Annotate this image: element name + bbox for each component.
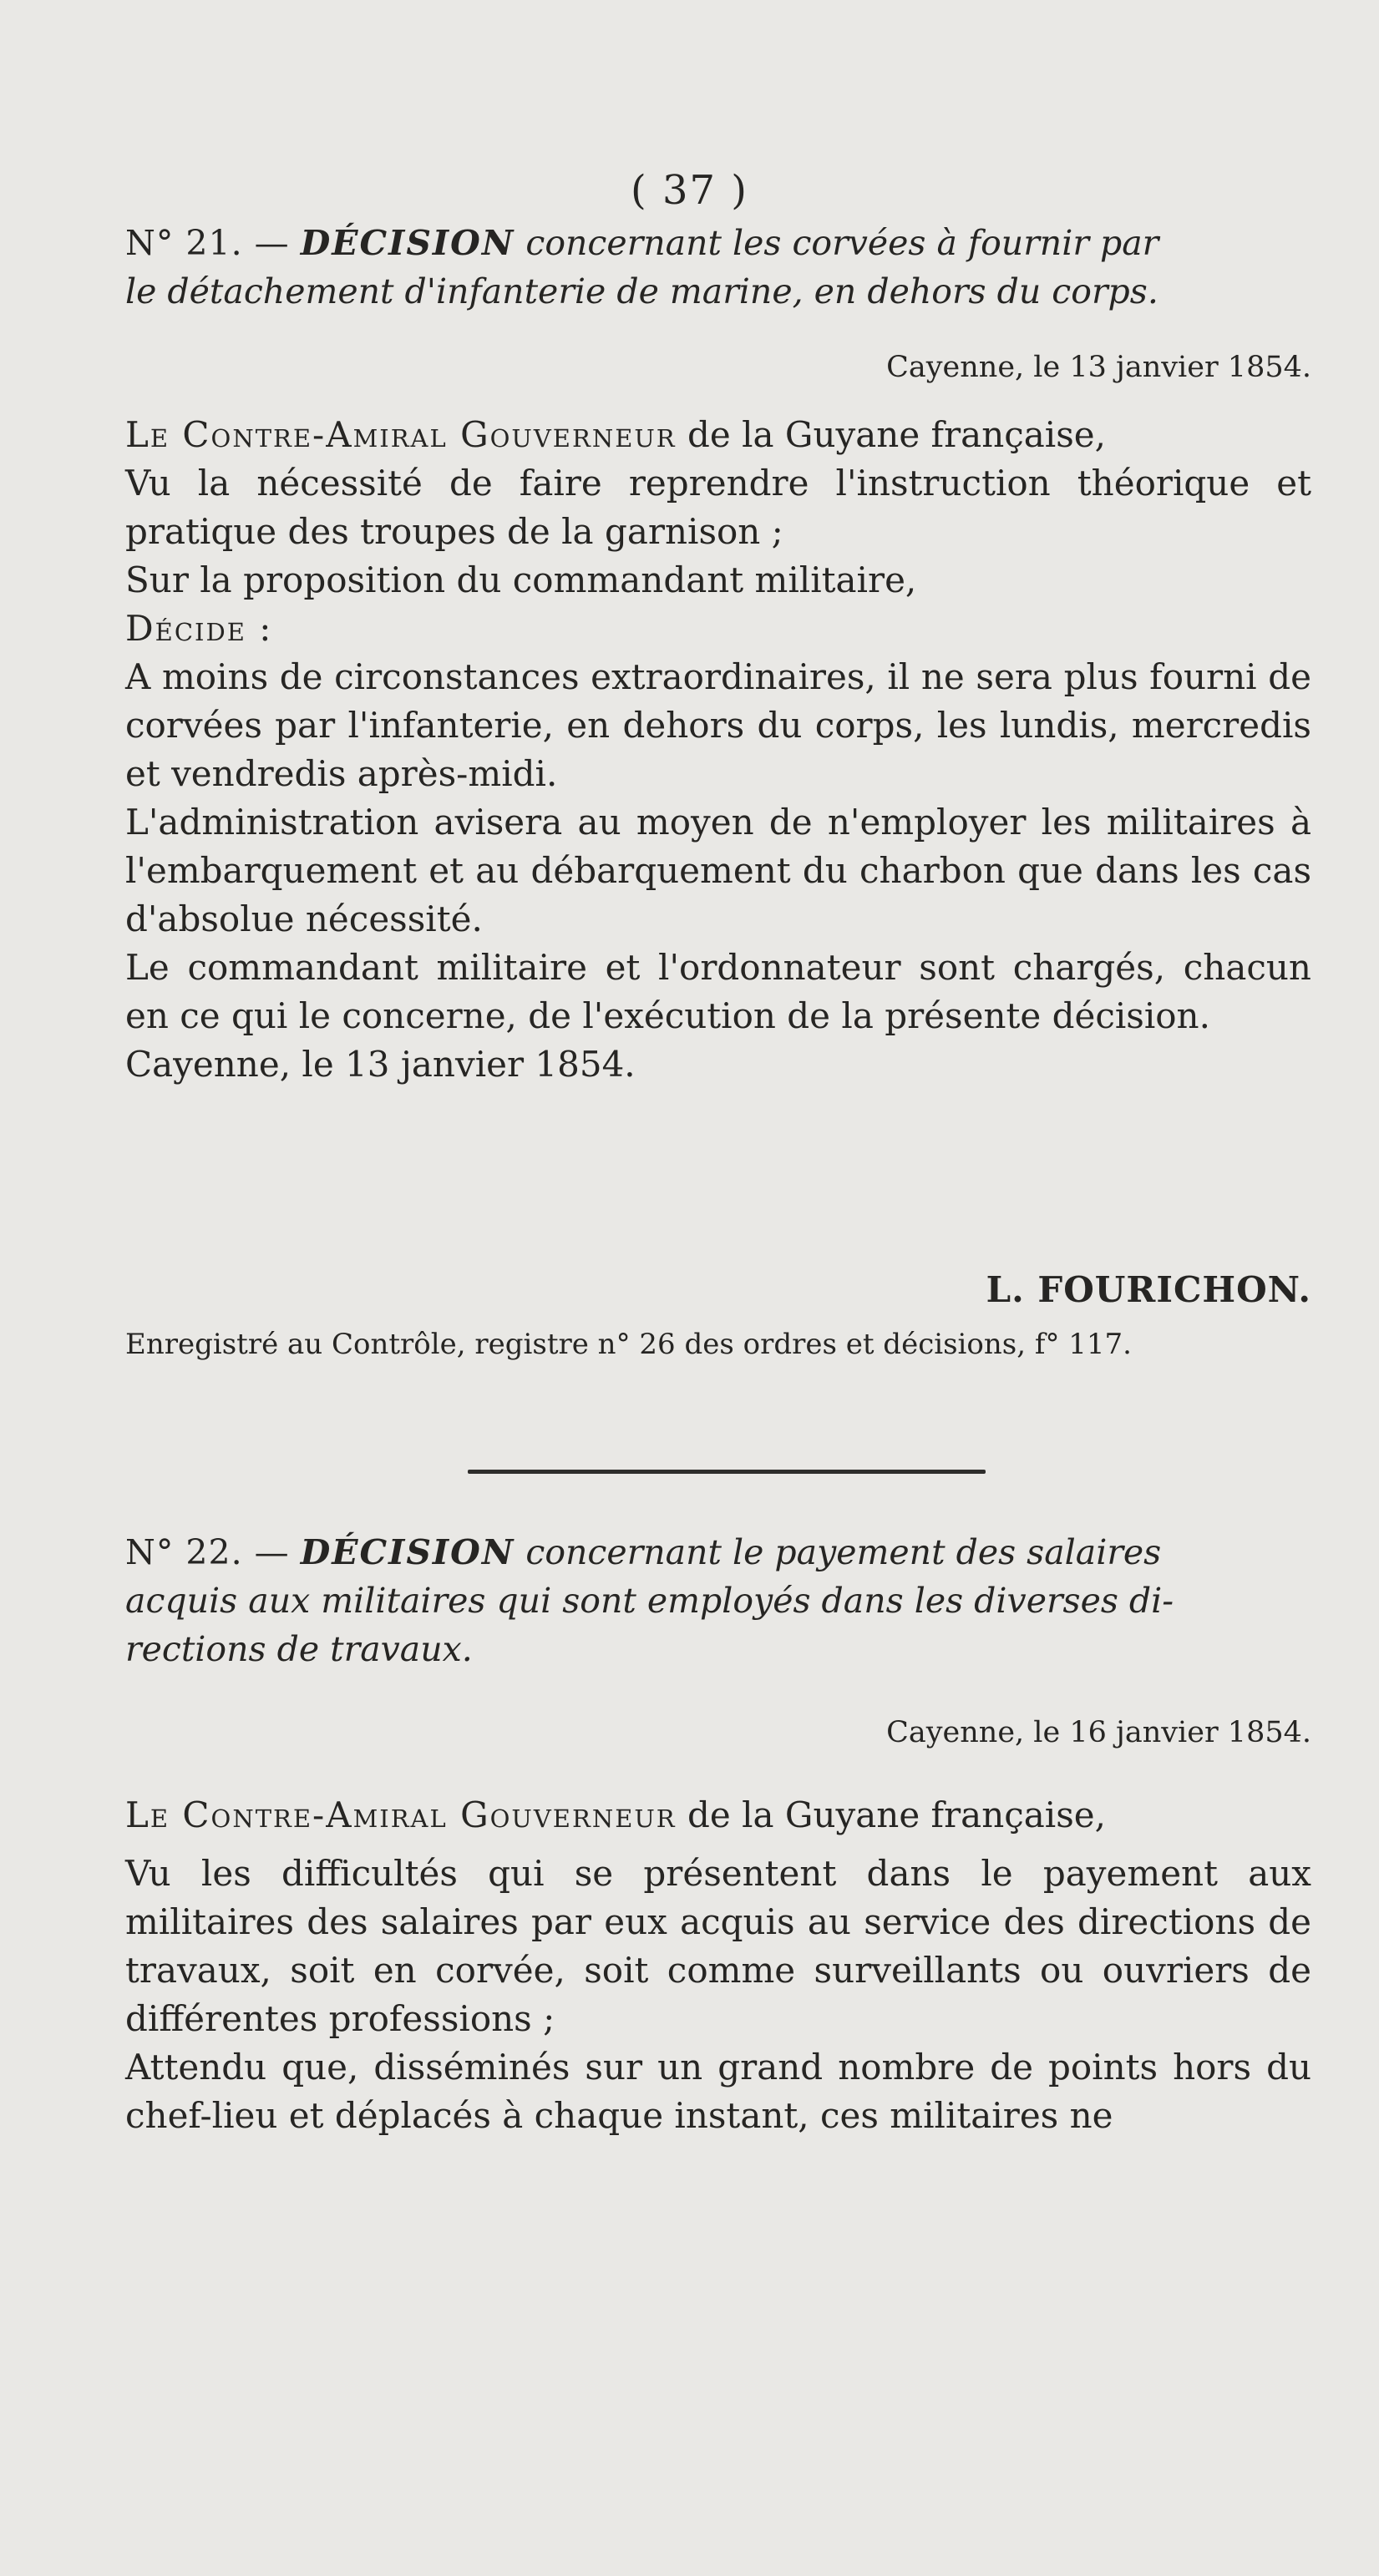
decision-22-subject-line-2: acquis aux militaires qui sont employés dans les diverses di- <box>125 1581 1174 1621</box>
decision-22-body <box>125 1791 1311 2140</box>
decision-21-sur: Sur la proposition du commandant militaire, <box>125 559 917 600</box>
decision-21-keyword: DÉCISION <box>300 223 515 263</box>
section-divider <box>468 1470 986 1474</box>
decision-22-dateline: Cayenne, le 16 janvier 1854. <box>886 1716 1311 1749</box>
decision-22-attendu: Attendu que, disséminés sur un grand nombre de points hors du chef-lieu et déplacés à chaque instant, ces militaires ne <box>125 2047 1311 2136</box>
decision-22-heading <box>125 1528 1311 1673</box>
decision-21-subject-line-2: le détachement d'infanterie de marine, en dehors du corps. <box>125 271 1158 311</box>
decision-22-vu: Vu les difficultés qui se présentent dans le payement aux militaires des salaires par eux acquis au service des directions de travaux, soit en corvée, soit comme surveillants ou ouvriers de différentes professions ; <box>125 1853 1311 2039</box>
decision-22-intro-rest: de la Guyane française, <box>676 1794 1106 1835</box>
decision-21-decide: Décide : <box>125 608 273 649</box>
page-number: ( 37 ) <box>630 167 749 214</box>
decision-21-paragraph-2: L'administration avisera au moyen de n'employer les militaires à l'embarquement et au débarquement du charbon que dans les cas d'absolue nécessité. <box>125 802 1311 939</box>
decision-21-paragraph-1: A moins de circonstances extraordinaires, il ne sera plus fourni de corvées par l'infanterie, en dehors du corps, les lundis, mercredis et vendredis après-midi. <box>125 656 1311 794</box>
decision-21-intro-rest: de la Guyane française, <box>676 414 1106 455</box>
decision-22-keyword: DÉCISION <box>300 1532 515 1572</box>
decision-22-subject-line-3: rections de travaux. <box>125 1629 473 1669</box>
decision-22-number: N° 22. — <box>125 1532 290 1572</box>
decision-22-subject-line-1: concernant le payement des salaires <box>525 1532 1162 1572</box>
decision-21-closing-date: Cayenne, le 13 janvier 1854. <box>125 1044 636 1085</box>
decision-21-intro: Le Contre-Amiral Gouverneur <box>125 414 677 455</box>
decision-21-paragraph-3: Le commandant militaire et l'ordonnateur sont chargés, chacun en ce qui le concerne, de l'exécution de la présente décision. <box>125 947 1311 1036</box>
decision-21-number: N° 21. — <box>125 223 290 263</box>
decision-21-signature: L. FOURICHON. <box>986 1269 1311 1310</box>
decision-21-subject-line-1: concernant les corvées à fournir par <box>525 223 1159 263</box>
decision-21-dateline: Cayenne, le 13 janvier 1854. <box>886 351 1311 384</box>
decision-21-body <box>125 411 1311 1089</box>
decision-21-heading <box>125 219 1311 316</box>
decision-21-vu: Vu la nécessité de faire reprendre l'instruction théorique et pratique des troupes de la garnison ; <box>125 463 1311 552</box>
decision-21-registration: Enregistré au Contrôle, registre n° 26 des ordres et décisions, f° 117. <box>125 1328 1132 1361</box>
decision-22-intro: Le Contre-Amiral Gouverneur <box>125 1794 677 1835</box>
